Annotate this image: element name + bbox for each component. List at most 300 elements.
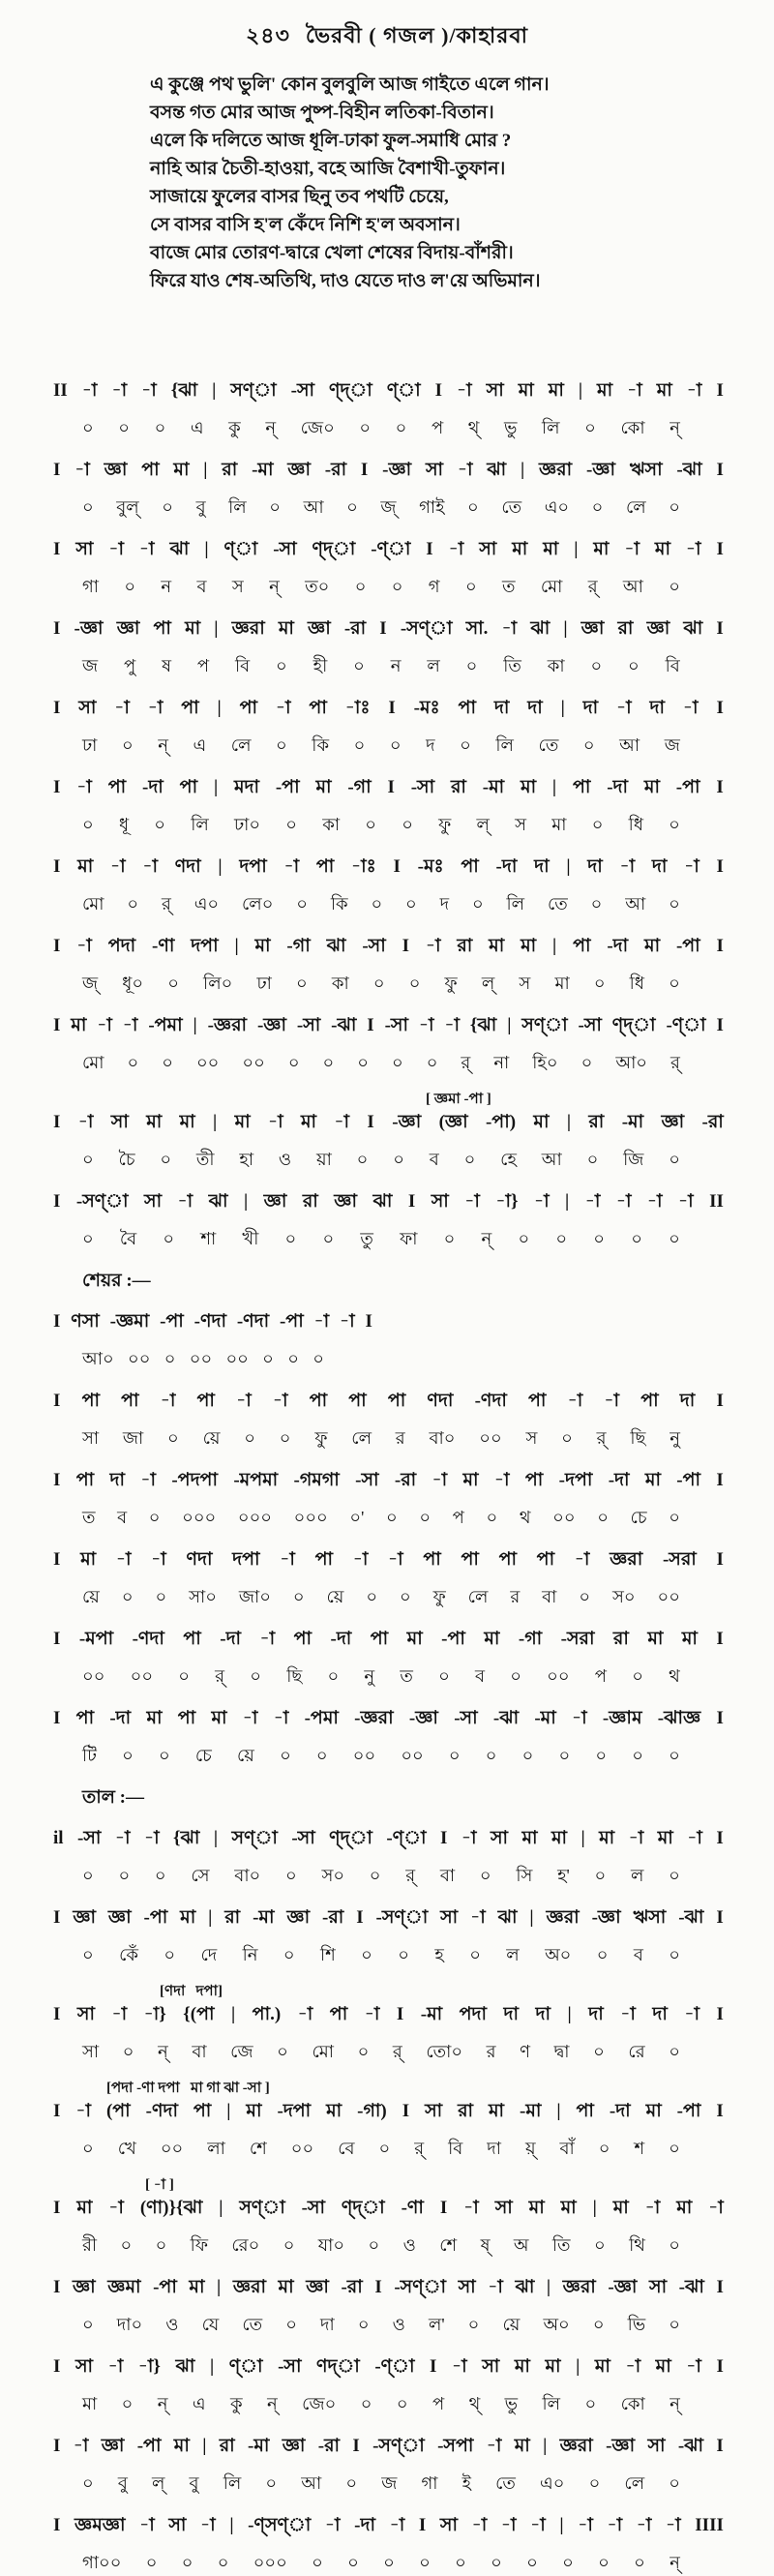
token: ০ [593, 2235, 606, 2255]
token: ০ [296, 894, 308, 914]
token: ০ [277, 2042, 288, 2061]
token: ০ [155, 2235, 167, 2255]
token: -দা [220, 1629, 242, 1649]
token: ০ [118, 418, 131, 437]
token: | [592, 2198, 597, 2218]
token: স০ [611, 1587, 636, 1606]
song-title: ভৈরবী ( গজল )/কাহারবা [305, 23, 528, 47]
token: I [53, 1629, 61, 1649]
token: ০ [455, 2553, 466, 2572]
token: পা [524, 1470, 544, 1490]
token: সা [431, 1191, 449, 1212]
notation-row [0, 376, 774, 441]
token: ০ [250, 1666, 261, 1686]
token: ০ [279, 1428, 291, 1448]
token: ০ [598, 2139, 610, 2158]
token: -া [115, 1549, 132, 1570]
token: হে [500, 1150, 517, 1169]
token: -া [160, 1391, 176, 1411]
token: ০ [346, 497, 358, 517]
token: | [552, 936, 557, 956]
token: আ [303, 497, 324, 517]
syllable-line [82, 1742, 680, 1769]
notation-row [0, 2080, 774, 2162]
token: পা [315, 856, 335, 877]
token: -া [74, 460, 90, 480]
token: ০ [167, 973, 179, 993]
syllable-line [82, 1862, 680, 1889]
token: ০ [669, 2315, 680, 2334]
token: ষ [162, 656, 172, 675]
token: ০ [145, 2553, 158, 2572]
token: ০ [154, 815, 165, 834]
token: ০ [385, 1508, 398, 1527]
token: র্ [670, 1053, 680, 1072]
token: গা০০ [82, 2553, 122, 2572]
token: ০' [349, 1508, 365, 1527]
token: -া [457, 380, 472, 401]
token: ফু [432, 1587, 446, 1606]
token: মা [548, 380, 564, 401]
token: পা [107, 777, 127, 797]
token: | [213, 1112, 218, 1132]
token: -া [114, 698, 130, 718]
token: ০ [591, 497, 604, 517]
token: পা [461, 856, 479, 877]
token: এ০ [194, 894, 220, 914]
token: র্ [161, 894, 171, 914]
token: -জ্ঞা [74, 618, 104, 639]
token: প [432, 2394, 445, 2413]
token: মা [654, 539, 670, 559]
token: ০ [357, 2042, 370, 2061]
token: পা [573, 936, 591, 956]
token: ফি [190, 2235, 208, 2255]
token: -জ্ঞা [256, 1015, 286, 1035]
token: ০০ [130, 1666, 154, 1686]
token: -া [619, 856, 636, 877]
token: -ঝা [677, 2436, 704, 2456]
token: প [452, 1508, 464, 1527]
token: -জ্ঞা [408, 1708, 438, 1728]
notation-row [0, 1704, 774, 1769]
token: | [566, 856, 571, 877]
token: -াঃ [344, 698, 371, 718]
token: -ণদা [194, 1311, 226, 1332]
token: এ০ [540, 2473, 565, 2493]
token: | [193, 1015, 197, 1035]
token: -সপা [437, 2436, 474, 2456]
token: মদা [233, 777, 260, 797]
token: ০ [584, 2394, 597, 2413]
token: ধূ০ [122, 973, 144, 993]
notation-line [53, 694, 724, 723]
token: I [53, 1112, 61, 1132]
token: -া [111, 2004, 128, 2024]
syllable-line [82, 1146, 680, 1173]
token: পা [141, 460, 160, 480]
token: I [407, 1191, 416, 1212]
section-label: তাল :— [82, 1787, 145, 1808]
token: সা [440, 1907, 459, 1928]
token: জ্ [380, 497, 397, 517]
notation-row [0, 535, 774, 600]
token: আ০ [82, 1349, 114, 1368]
token: -জ্ঞরা [207, 1015, 248, 1035]
token: ০ [467, 497, 479, 517]
token: জ্ঞা [282, 2436, 306, 2456]
token: কি [330, 894, 348, 914]
token: ব [196, 577, 207, 596]
token: মা [521, 777, 537, 797]
token: -া [340, 1311, 355, 1332]
token: পা [193, 2101, 212, 2121]
token: পু [123, 656, 136, 675]
token: ০ [82, 2315, 94, 2334]
token: পা [177, 1708, 196, 1728]
token: ০ [669, 1229, 680, 1248]
token: ণদা [174, 856, 201, 877]
token: | [521, 460, 525, 480]
page-title [0, 0, 774, 55]
token: | [507, 1015, 512, 1035]
token: মা [521, 1828, 538, 1848]
token: | [546, 2277, 551, 2297]
token: I [716, 618, 724, 639]
token: ০ [584, 418, 596, 437]
token: ০০ [242, 1053, 265, 1072]
token: -সা [301, 2198, 325, 2218]
notation-row [0, 2352, 774, 2417]
token: -া [109, 856, 126, 877]
token: রা [224, 1907, 241, 1928]
token: I [53, 777, 61, 797]
token: ণদ্া [316, 2356, 360, 2377]
token: -দা [495, 856, 518, 877]
token: র [486, 2042, 496, 2061]
token: মা [593, 539, 610, 559]
token: পা [309, 1391, 328, 1411]
token: র্ [405, 1866, 416, 1885]
token: -া [448, 539, 464, 559]
token: -পদপা [171, 1470, 218, 1490]
token: | [565, 1191, 570, 1212]
token: -সণ্া [400, 618, 453, 639]
token: -সা [410, 777, 435, 797]
token: দা [493, 698, 510, 718]
token: য়্ [524, 2139, 536, 2158]
token: য়ে [326, 1587, 344, 1606]
token: -া [464, 1191, 480, 1212]
token: হ [434, 1945, 444, 1964]
token: -া [615, 1191, 632, 1212]
song-number: ২৪৩ [245, 23, 290, 47]
token: ০ [162, 497, 173, 517]
token: -সা [290, 380, 315, 401]
token: ণ্দ্া [329, 380, 372, 401]
token: ০ [669, 2042, 680, 2061]
token: ০ [155, 1587, 167, 1606]
token: মা [489, 2101, 505, 2121]
token: মা [211, 1708, 227, 1728]
token: | [226, 2101, 231, 2121]
token: বি [665, 656, 680, 675]
token: I [716, 856, 724, 877]
token: -া [177, 1191, 194, 1212]
token: -া [273, 1708, 289, 1728]
token: রা [302, 1191, 318, 1212]
token: না [493, 1053, 510, 1072]
token: যে [201, 2315, 220, 2334]
token: | [229, 2515, 234, 2535]
token: মা [77, 856, 94, 877]
token: I [53, 2004, 61, 2024]
token: -া [324, 2515, 341, 2535]
token: I [356, 1907, 364, 1928]
token: (ণা)}{ঝা [139, 2198, 203, 2218]
token: I [716, 539, 724, 559]
notation-row [0, 1466, 774, 1531]
token: -ণা [152, 936, 175, 956]
token: I [53, 2436, 61, 2456]
token: -সা [578, 1015, 602, 1035]
token: ত [501, 577, 516, 596]
token: দে [200, 1945, 218, 1964]
token: স [519, 973, 531, 993]
token: -পা [441, 1629, 465, 1649]
notation-row [0, 932, 774, 997]
syllable-line [82, 811, 680, 838]
token: প [431, 418, 444, 437]
token: -া [486, 2436, 502, 2456]
token: জ্ঞরা [559, 2436, 593, 2456]
token: -সা [454, 1708, 478, 1728]
token: -পা [676, 1470, 701, 1490]
token: | [574, 539, 579, 559]
token: র [510, 1587, 521, 1606]
token: -মপমা [233, 1470, 279, 1490]
token: ব [474, 1666, 486, 1686]
token: I [716, 460, 724, 480]
token: মা [146, 1112, 163, 1132]
token: ঋসা [633, 1907, 667, 1928]
notation-row [0, 614, 774, 679]
token: ০ [526, 2553, 538, 2572]
notation-line [53, 1011, 724, 1040]
token: -া [388, 1549, 403, 1570]
token: থ্ [468, 2394, 481, 2413]
notation-annotation: [পদা -ণা দপা মা গা ঝা -সা ] [106, 2081, 270, 2096]
token: ০ [399, 1587, 411, 1606]
token: -া [584, 1191, 601, 1212]
token: -সা [362, 936, 386, 956]
token: থি [629, 2235, 645, 2255]
token: পা [461, 1549, 479, 1570]
token: ০ [269, 497, 281, 517]
token: আ [622, 577, 643, 596]
token: দা [503, 2004, 520, 2024]
token: র্ [461, 1053, 471, 1072]
token: দা [582, 698, 599, 718]
token: জ্ঞমজ্ঞা [74, 2515, 126, 2535]
token: -া [147, 698, 164, 718]
token: ণ্া [228, 2356, 263, 2377]
token: সণ্া [239, 2198, 285, 2218]
token: -সা [384, 1015, 408, 1035]
token: -া [313, 1311, 330, 1332]
notation-row [0, 1625, 774, 1690]
token: ন [161, 577, 172, 596]
token: চে [630, 1508, 647, 1527]
token: ০ [82, 1229, 94, 1248]
token: দা [652, 2004, 668, 2024]
token: -া} [143, 2004, 166, 2024]
token: ঝা [497, 1907, 518, 1928]
token: ব [633, 1945, 643, 1964]
token: ০ [464, 577, 477, 596]
token: এ [193, 735, 207, 755]
token: -জ্ঞাম [602, 1708, 642, 1728]
token: ব [117, 1508, 128, 1527]
token: ০ [669, 894, 680, 914]
token: -ঝা [492, 1708, 520, 1728]
token: খী [242, 1229, 259, 1248]
token: ন্ [267, 2394, 278, 2413]
token: -া [107, 2356, 124, 2377]
token: ০ [158, 1746, 170, 1765]
token: -দপা [277, 2101, 312, 2121]
token: সা. [465, 618, 489, 639]
token: -গা [518, 1629, 543, 1649]
token: পা [640, 1391, 659, 1411]
token: নি [242, 1945, 258, 1964]
token: বু [117, 2473, 128, 2493]
token: | [214, 618, 219, 639]
token: ০ [419, 2553, 431, 2572]
token: -মা [520, 2101, 542, 2121]
token: ০ [669, 577, 680, 596]
token: I [716, 2101, 724, 2121]
token: ০ [632, 1746, 643, 1765]
token: ন্ [158, 735, 168, 755]
token: জ্ঞা [72, 2277, 96, 2297]
token: রে০ [231, 2235, 260, 2255]
syllable-line [82, 1049, 680, 1076]
token: -মঃ [413, 698, 440, 718]
token: ঢা [256, 973, 272, 993]
token: ০ [562, 2553, 574, 2572]
token: I [53, 1311, 61, 1332]
token: ন্ [670, 2553, 680, 2572]
notation-score [0, 376, 774, 2576]
token: ০ [359, 418, 372, 437]
token: -া [142, 856, 158, 877]
token: ০০০ [293, 1508, 328, 1527]
notation-line [53, 853, 724, 882]
token: সণ্া [521, 1015, 568, 1035]
token: ০০ [552, 1508, 576, 1527]
token: মা [545, 2356, 561, 2377]
token: I [53, 2101, 61, 2121]
token: ০ [345, 2473, 358, 2493]
token: ল্ [152, 2473, 165, 2493]
token: -সণ্া [75, 1191, 129, 1212]
token: -দা [609, 2101, 631, 2121]
token: তি [551, 2235, 571, 2255]
token: -া [463, 2198, 479, 2218]
syllable-line [82, 890, 680, 917]
token: চৈ [118, 1150, 135, 1169]
token: আ [301, 2473, 322, 2493]
notation-line [53, 2511, 724, 2540]
token: -া [297, 2004, 313, 2024]
token: -মা [420, 2004, 443, 2024]
token: জ্ঞরা [562, 2277, 596, 2297]
token: | [560, 698, 565, 718]
token: দা [649, 698, 666, 718]
token: -সা [278, 2356, 302, 2377]
token: দা [588, 2004, 604, 2024]
token: লি [542, 2394, 561, 2413]
token: ফু [314, 1428, 328, 1448]
token: ০০ [401, 1746, 424, 1765]
token: জ্ঞরা [231, 618, 265, 639]
token: পা [314, 1549, 333, 1570]
token: মা [246, 2101, 262, 2121]
notation-row [0, 853, 774, 917]
token: ০ [368, 2235, 380, 2255]
token: | [559, 2515, 564, 2535]
token: ০ [121, 2394, 134, 2413]
token: ণসা [71, 1311, 100, 1332]
token: -গা [286, 936, 311, 956]
token: তো০ [426, 2042, 463, 2061]
notation-line [53, 1307, 372, 1336]
token: ০ [582, 735, 595, 755]
token: ০ [366, 1587, 378, 1606]
token: ত [82, 1508, 96, 1527]
token: -া [686, 2356, 701, 2377]
token: | [230, 2004, 236, 2024]
token: লে [625, 497, 646, 517]
token: -গমগা [293, 1470, 340, 1490]
token: -া [108, 539, 124, 559]
token: ০ [669, 2235, 680, 2255]
token: চে [194, 1746, 212, 1765]
token: ০ [405, 894, 417, 914]
token: I [716, 1015, 724, 1035]
notation-line [53, 2194, 724, 2223]
token: -া [334, 1112, 350, 1132]
token: ০০ [82, 1666, 105, 1686]
notation-line [53, 2273, 724, 2302]
token: ও [392, 2315, 405, 2334]
token: ০ [579, 1587, 591, 1606]
token: লি [542, 418, 560, 437]
notation-row [0, 1387, 774, 1452]
syllable-line [82, 1504, 680, 1531]
token: জ্ঞমা [107, 2277, 141, 2297]
token: ০ [82, 1866, 94, 1885]
token: দ্বা [553, 2042, 570, 2061]
token: শা [200, 1229, 217, 1248]
token: -া [114, 1828, 131, 1848]
token: মা [656, 380, 672, 401]
token: ০ [82, 815, 94, 834]
token: লা [207, 2139, 225, 2158]
token: I [402, 936, 409, 956]
token: I [53, 1191, 61, 1212]
